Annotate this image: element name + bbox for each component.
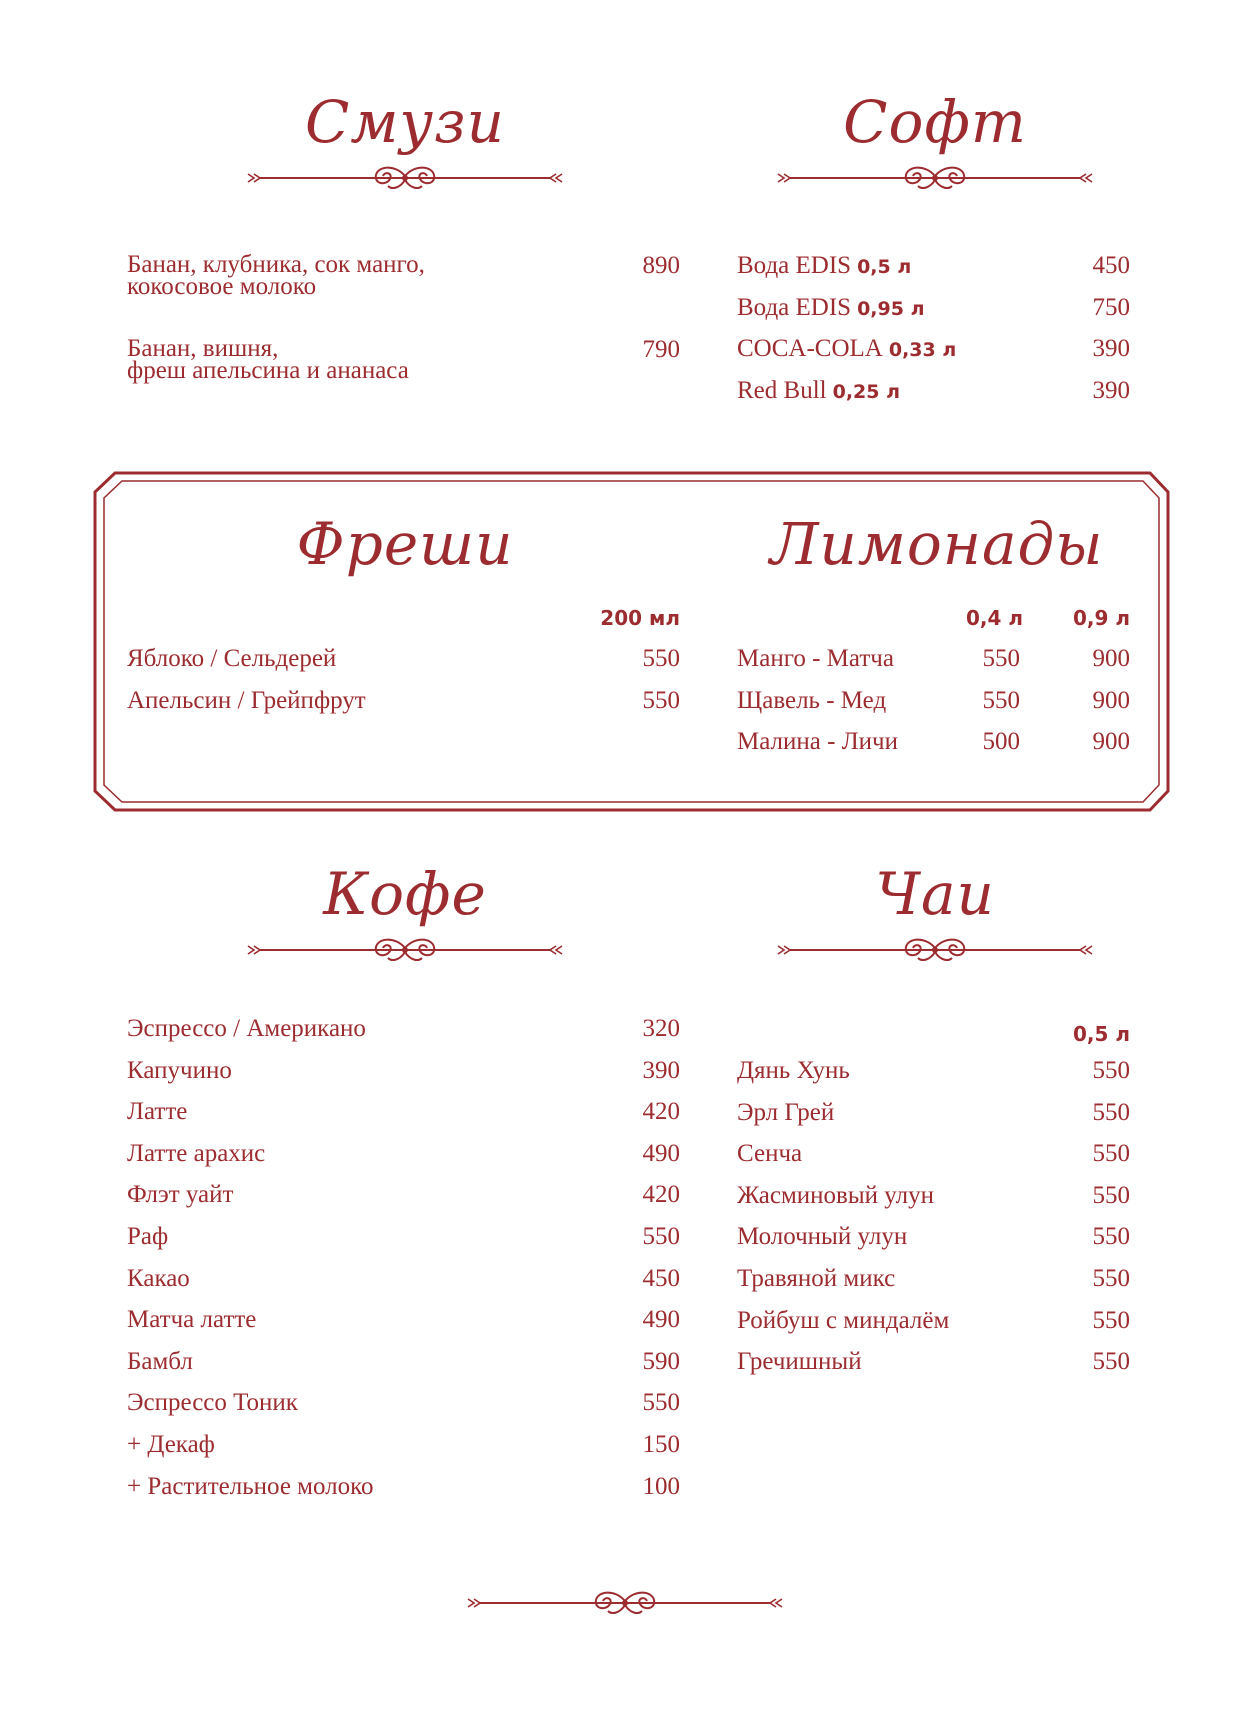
flourish-divider-icon	[790, 950, 1080, 960]
item-name: Гречишный	[737, 1348, 862, 1376]
item-price: 450	[642, 1264, 680, 1292]
item-price: 550	[1092, 1223, 1130, 1251]
item-name-line1: Банан, вишня,	[127, 335, 279, 362]
item-name: Вода EDIS	[737, 293, 852, 321]
item-price: 550	[1092, 1348, 1130, 1376]
item-price: 550	[1092, 1098, 1130, 1126]
item-price-small: 550	[982, 686, 1020, 714]
item-price: 420	[642, 1098, 680, 1126]
item-name: Раф	[127, 1223, 169, 1250]
item-name: Травяной микс	[737, 1265, 896, 1292]
item-name: Матча латте	[127, 1306, 257, 1334]
item-name: Молочный улун	[737, 1223, 908, 1251]
item-price: 590	[642, 1347, 680, 1375]
item-price: 550	[1092, 1306, 1130, 1334]
item-price-large: 900	[1092, 645, 1130, 672]
item-name: Латте	[127, 1098, 188, 1126]
item-price-small: 500	[982, 728, 1020, 755]
item-name: Какао	[127, 1264, 190, 1292]
item-price-small: 550	[982, 645, 1020, 672]
item-name: Эрл Грей	[737, 1098, 835, 1126]
item-price: 790	[642, 336, 680, 363]
item-name: Манго - Матча	[737, 645, 894, 672]
volume-header-large: 0,9 л	[1072, 606, 1130, 630]
item-name: Апельсин / Грейпфрут	[127, 686, 366, 714]
section-title-tea: Чаи	[875, 860, 995, 928]
item-name: Капучино	[127, 1056, 232, 1084]
item-name: Сенча	[737, 1140, 803, 1168]
item-price: 550	[1092, 1057, 1130, 1084]
item-price: 550	[642, 686, 680, 714]
item-price: 490	[642, 1139, 680, 1167]
item-volume: 0,33 л	[888, 339, 957, 361]
item-price: 550	[642, 645, 680, 672]
item-price: 450	[1092, 252, 1130, 279]
volume-header-small: 0,4 л	[965, 606, 1023, 630]
item-name: Эспрессо Тоник	[127, 1389, 298, 1417]
item-name: + Растительное молоко	[127, 1472, 374, 1500]
item-price: 550	[642, 1223, 680, 1250]
volume-header: 200 мл	[600, 606, 680, 630]
item-price: 320	[642, 1015, 680, 1042]
item-price: 390	[642, 1056, 680, 1084]
section-title-fresh: Фреши	[296, 510, 514, 578]
item-name: Щавель - Мед	[737, 686, 887, 714]
item-price: 750	[1092, 293, 1130, 321]
section-title-lemonades: Лимонады	[770, 510, 1104, 578]
item-name: Red Bull	[737, 376, 827, 404]
flourish-divider-icon	[480, 1603, 770, 1613]
volume-header: 0,5 л	[1072, 1022, 1130, 1046]
item-name-line1: Банан, клубника, сок манго,	[127, 251, 425, 278]
item-name: Эспрессо / Американо	[127, 1015, 366, 1042]
section-title-soft: Софт	[843, 88, 1027, 156]
section-title-coffee: Кофе	[323, 860, 487, 928]
item-price: 100	[642, 1472, 680, 1500]
item-name: Дянь Хунь	[737, 1057, 850, 1084]
item-price: 890	[642, 252, 680, 279]
item-price-large: 900	[1092, 686, 1130, 714]
item-name: Ройбуш с миндалём	[737, 1306, 950, 1334]
item-price: 550	[1092, 1140, 1130, 1168]
item-name-line2: кокосовое молоко	[127, 273, 317, 300]
item-volume: 0,25 л	[832, 380, 901, 403]
item-price: 550	[1092, 1181, 1130, 1209]
section-title-smoothies: Смузи	[304, 88, 506, 156]
item-price: 150	[642, 1431, 680, 1458]
item-name: + Декаф	[127, 1431, 215, 1458]
item-price: 550	[1092, 1265, 1130, 1292]
item-price: 420	[642, 1181, 680, 1209]
item-volume: 0,5 л	[857, 256, 912, 278]
item-name: Бамбл	[127, 1347, 193, 1375]
item-name: Яблоко / Сельдерей	[127, 645, 337, 672]
item-name-line2: фреш апельсина и ананаса	[127, 357, 409, 384]
item-price: 490	[642, 1306, 680, 1334]
item-price: 390	[1092, 376, 1130, 404]
item-price: 390	[1092, 335, 1130, 362]
item-name: Жасминовый улун	[737, 1181, 935, 1209]
item-price: 550	[642, 1389, 680, 1417]
item-name: COCA-COLA	[737, 335, 883, 362]
item-name: Малина - Личи	[737, 728, 898, 755]
flourish-divider-icon	[260, 950, 550, 960]
item-volume: 0,95 л	[857, 297, 925, 320]
item-name: Латте арахис	[127, 1139, 266, 1167]
item-name: Вода EDIS	[737, 252, 852, 279]
item-price-large: 900	[1092, 728, 1130, 755]
item-name: Флэт уайт	[127, 1181, 234, 1209]
